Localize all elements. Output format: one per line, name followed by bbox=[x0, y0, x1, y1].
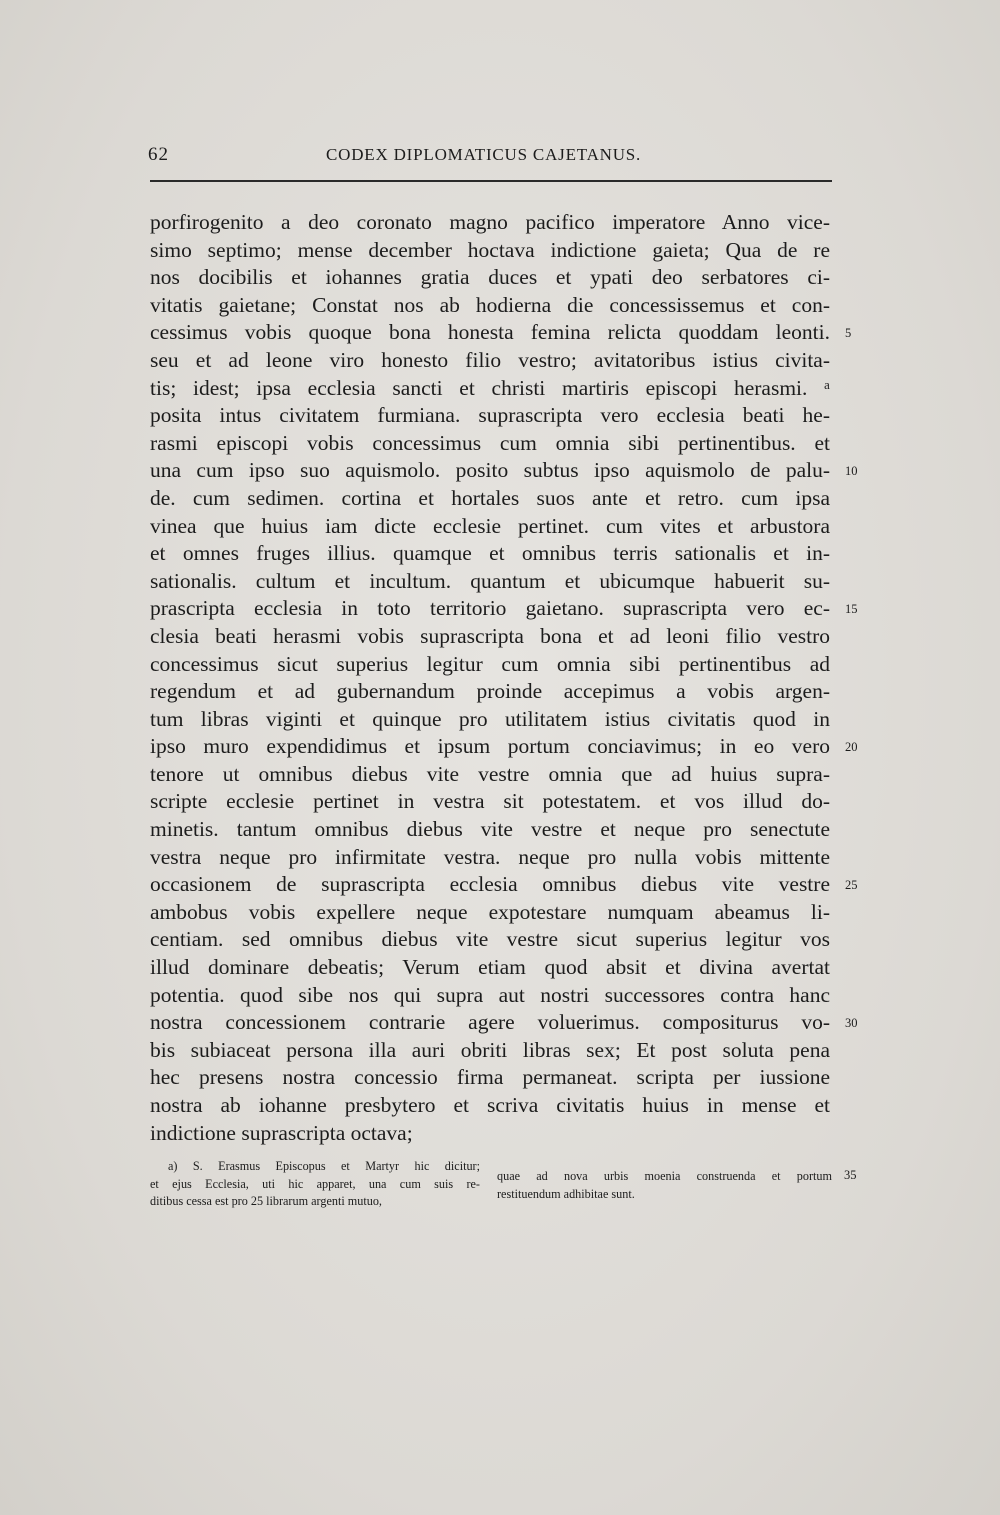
text-line bbox=[150, 347, 830, 375]
line-text: ambobus vobis expellere neque expotestare numquam abeamus li- bbox=[150, 899, 830, 924]
footnote-column-left bbox=[150, 1158, 480, 1211]
text-line bbox=[150, 954, 830, 982]
line-text: vestra neque pro infirmitate vestra. neque pro nulla vobis mittente bbox=[150, 844, 830, 869]
text-line bbox=[150, 1064, 830, 1092]
line-text: clesia beati herasmi vobis suprascripta bona et ad leoni filio vestro bbox=[150, 623, 830, 648]
line-text: nos docibilis et iohannes gratia duces et ypati deo serbatores ci- bbox=[150, 265, 830, 290]
text-line bbox=[150, 209, 830, 237]
line-text: posita intus civitatem furmiana. suprascripta vero ecclesia beati he- bbox=[150, 403, 830, 428]
line-text: tis; idest; ipsa ecclesia sancti et christi martiris episcopi herasmi. ᵃ bbox=[150, 375, 830, 400]
text-line bbox=[150, 1120, 830, 1148]
line-text: ipso muro expendidimus et ipsum portum conciavimus; in eo vero bbox=[150, 734, 830, 759]
line-text: una cum ipso suo aquismolo. posito subtus ipso aquismolo de palu- bbox=[150, 458, 830, 483]
line-text: vitatis gaietane; Constat nos ab hodierna die concessissemus et con- bbox=[150, 292, 830, 317]
footnote-line: ditibus cessa est pro 25 librarum argenti mutuo, bbox=[150, 1194, 382, 1208]
line-text: concessimus sicut superius legitur cum omnia sibi pertinentibus ad bbox=[150, 651, 830, 676]
text-line bbox=[150, 264, 830, 292]
text-line bbox=[150, 292, 830, 320]
line-text: occasionem de suprascripta ecclesia omnibus diebus vite vestre bbox=[150, 872, 830, 897]
line-number: 5 bbox=[845, 326, 852, 341]
text-line bbox=[150, 761, 830, 789]
text-line bbox=[150, 706, 830, 734]
line-text: vinea que huius iam dicte ecclesie pertinet. cum vites et arbustora bbox=[150, 513, 830, 538]
line-text: tum libras viginti et quinque pro utilitatem istius civitatis quod in bbox=[150, 706, 830, 731]
line-text: illud dominare debeatis; Verum etiam quod absit et divina avertat bbox=[150, 955, 830, 980]
header-rule bbox=[150, 180, 832, 182]
line-text: scripte ecclesie pertinet in vestra sit potestatem. et vos illud do- bbox=[150, 789, 830, 814]
text-line bbox=[150, 871, 858, 899]
footnote-line: restituendum adhibitae sunt. bbox=[497, 1186, 635, 1201]
line-number: 10 bbox=[845, 464, 858, 479]
text-line bbox=[150, 926, 830, 954]
text-line bbox=[150, 237, 830, 265]
line-text: tenore ut omnibus diebus vite vestre omnia que ad huius supra- bbox=[150, 761, 830, 786]
line-text: indictione suprascripta octava; bbox=[150, 1120, 413, 1145]
text-line bbox=[150, 319, 852, 347]
text-line bbox=[150, 1037, 830, 1065]
text-line bbox=[150, 733, 858, 761]
body-text bbox=[150, 209, 858, 1147]
text-line bbox=[150, 1092, 830, 1120]
text-line bbox=[150, 595, 858, 623]
footnote-line: quae ad nova urbis moenia construenda et portum bbox=[497, 1169, 832, 1183]
footnotes bbox=[150, 1158, 857, 1228]
line-number: 15 bbox=[845, 602, 858, 617]
text-line bbox=[150, 982, 830, 1010]
line-text: rasmi episcopi vobis concessimus cum omnia sibi pertinentibus. et bbox=[150, 430, 830, 455]
footnote-line-number: 35 bbox=[844, 1168, 857, 1182]
line-text: de. cum sedimen. cortina et hortales suos ante et retro. cum ipsa bbox=[150, 485, 830, 510]
line-text: potentia. quod sibe nos qui supra aut nostri successores contra hanc bbox=[150, 982, 830, 1007]
running-head bbox=[148, 144, 830, 172]
page-number: 62 bbox=[148, 144, 169, 165]
line-text: centiam. sed omnibus diebus vite vestre sicut superius legitur vos bbox=[150, 927, 830, 952]
text-line bbox=[150, 788, 830, 816]
text-line bbox=[150, 678, 830, 706]
line-text: hec presens nostra concessio firma permaneat. scripta per iussione bbox=[150, 1065, 830, 1090]
line-number: 25 bbox=[845, 878, 858, 893]
line-text: porfirogenito a deo coronato magno pacifico imperatore Anno vice- bbox=[150, 210, 830, 234]
text-line bbox=[150, 568, 830, 596]
text-line bbox=[150, 623, 830, 651]
text-line bbox=[150, 540, 830, 568]
line-text: simo septimo; mense december hoctava indictione gaieta; Qua de re bbox=[150, 237, 830, 262]
text-line bbox=[150, 375, 830, 403]
text-line bbox=[150, 651, 830, 679]
text-line bbox=[150, 430, 830, 458]
line-text: minetis. tantum omnibus diebus vite vestre et neque pro senectute bbox=[150, 817, 830, 842]
line-text: seu et ad leone viro honesto filio vestro; avitatoribus istius civita- bbox=[150, 347, 830, 372]
line-text: cessimus vobis quoque bona honesta femina relicta quoddam leonti. bbox=[150, 320, 830, 345]
line-text: et omnes fruges illius. quamque et omnibus terris sationalis et in- bbox=[150, 541, 830, 566]
line-text: sationalis. cultum et incultum. quantum et ubicumque habuerit su- bbox=[150, 568, 830, 593]
line-text: prascripta ecclesia in toto territorio gaietano. suprascripta vero ec- bbox=[150, 596, 830, 621]
footnote-line: a) S. Erasmus Episcopus et Martyr hic dicitur; bbox=[168, 1159, 480, 1173]
text-line bbox=[150, 513, 830, 541]
footnote-line: et ejus Ecclesia, uti hic apparet, una cum suis re- bbox=[150, 1176, 480, 1191]
line-text: nostra ab iohanne presbytero et scriva civitatis huius in mense et bbox=[150, 1093, 830, 1117]
text-line bbox=[150, 816, 830, 844]
footnote-column-right bbox=[497, 1168, 832, 1203]
running-title: CODEX DIPLOMATICUS CAJETANUS. bbox=[326, 145, 642, 164]
text-line bbox=[150, 457, 858, 485]
line-text: bis subiaceat persona illa auri obriti libras sex; Et post soluta pena bbox=[150, 1037, 830, 1062]
text-line bbox=[150, 1009, 858, 1037]
line-number: 20 bbox=[845, 740, 858, 755]
text-line bbox=[150, 844, 830, 872]
line-text: nostra concessionem contrarie agere voluerimus. compositurus vo- bbox=[150, 1010, 830, 1035]
line-number: 30 bbox=[845, 1016, 858, 1031]
text-line bbox=[150, 899, 830, 927]
text-line bbox=[150, 402, 830, 430]
text-line bbox=[150, 485, 830, 513]
line-text: regendum et ad gubernandum proinde accepimus a vobis argen- bbox=[150, 679, 830, 704]
